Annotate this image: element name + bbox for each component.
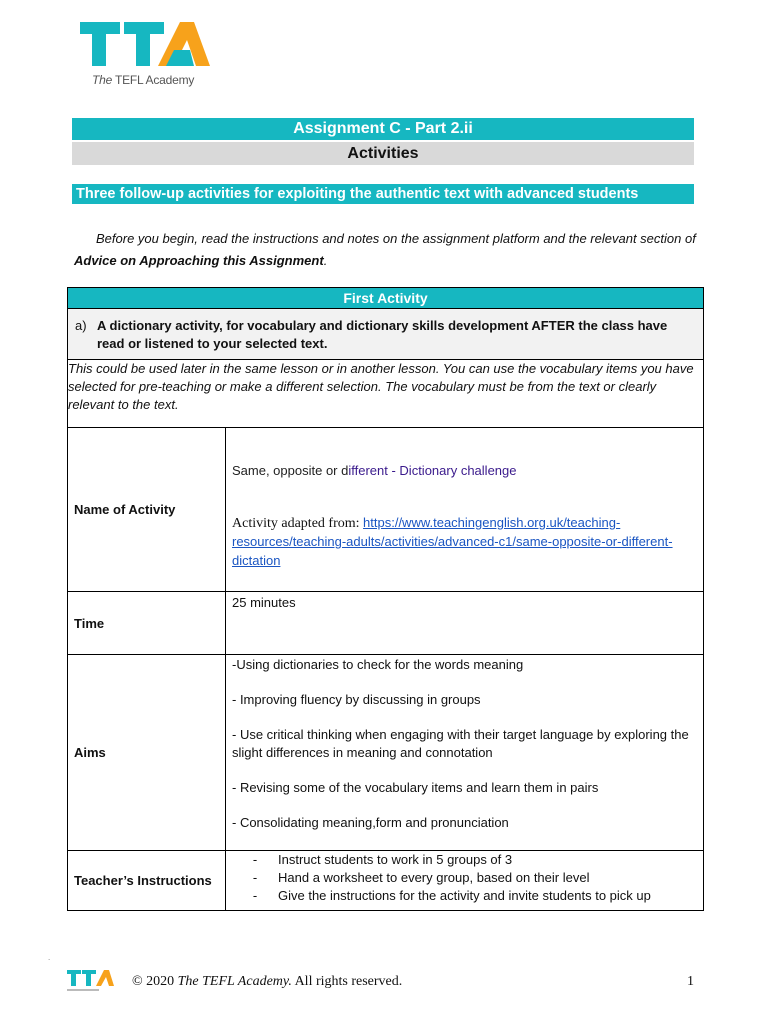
aims-list <box>226 655 704 851</box>
aim-item: -Using dictionaries to check for the words meaning <box>232 657 524 672</box>
activity-title: A dictionary activity, for vocabulary and dictionary skills development AFTER the class have read or listened to your selected text. <box>97 318 668 351</box>
source-link[interactable]: https://www.teachingenglish.org.uk/teaching-resources/teaching-adults/activities/advanced-c1/same-opposite-or-different-dictation <box>232 515 673 568</box>
time-value: 25 minutes <box>226 592 704 655</box>
subtitle-bar: Three follow-up activities for exploiting the authentic text with advanced students <box>72 184 694 204</box>
first-activity-table <box>67 287 704 911</box>
activity-name <box>232 462 697 480</box>
section-title: Activities <box>72 142 694 165</box>
page-number: 1 <box>687 974 694 989</box>
time-label: Time <box>68 592 226 655</box>
instruction-text: Hand a worksheet to every group, based on their level <box>278 870 590 885</box>
instruction-text: Give the instructions for the activity and invite students to pick up <box>278 888 651 903</box>
list-item <box>232 851 697 869</box>
copyright-suffix: All rights reserved. <box>291 974 403 989</box>
activity-title-row <box>68 309 704 360</box>
logo-subtitle <box>92 73 194 87</box>
activity-description: This could be used later in the same lesson or in another lesson. You can use the vocabulary items you have selected for pre-teaching or make a different selection. The vocabulary must be from the text or clearly relevant to the text. <box>68 360 704 428</box>
dash: - <box>252 870 258 885</box>
note-bold-text: Advice on Approaching this Assignment <box>74 253 324 268</box>
note-text-before: Before you begin, read the instructions and notes on the assignment platform and the relevant section of <box>96 231 696 246</box>
page-footer <box>66 968 696 998</box>
copyright-prefix: © 2020 <box>132 974 178 989</box>
logo-sub-rest: TEFL Academy <box>112 73 195 87</box>
list-item <box>232 869 697 887</box>
tta-logo-icon <box>70 16 225 76</box>
list-item <box>232 887 697 905</box>
tefl-academy-logo <box>70 16 225 92</box>
instructions-list <box>232 851 697 905</box>
logo-sub-prefix: The <box>92 73 113 87</box>
table-header: First Activity <box>68 288 704 309</box>
stray-dot: . <box>48 953 51 962</box>
aim-item: - Use critical thinking when engaging with their target language by exploring the slight differences in meaning and connotation <box>232 727 689 760</box>
adapted-prefix: Activity adapted from: <box>232 516 364 531</box>
aim-item: - Improving fluency by discussing in groups <box>232 692 481 707</box>
aim-item: - Consolidating meaning,form and pronunciation <box>232 815 509 830</box>
name-value-cell <box>226 428 704 592</box>
activity-name-part1: Same, opposite or d <box>232 463 349 478</box>
dash: - <box>252 888 258 903</box>
name-label: Name of Activity <box>68 428 226 592</box>
aim-item: - Revising some of the vocabulary items and learn them in pairs <box>232 780 599 795</box>
activity-name-part2: ifferent - Dictionary challenge <box>348 463 517 478</box>
teacher-instructions-label: Teacher’s Instructions <box>68 851 226 911</box>
copyright <box>132 974 402 990</box>
dash: - <box>252 852 258 867</box>
copyright-company: The TEFL Academy. <box>177 974 292 989</box>
note-text-after: . <box>323 253 328 268</box>
adapted-from <box>232 514 697 571</box>
footer-logo-icon <box>66 968 116 996</box>
teacher-instructions-cell <box>226 851 704 911</box>
instruction-text: Instruct students to work in 5 groups of 3 <box>278 852 513 867</box>
instructions-note <box>74 228 704 272</box>
aims-label: Aims <box>68 655 226 851</box>
activity-letter: a) <box>75 318 87 333</box>
assignment-banner: Assignment C - Part 2.ii <box>72 118 694 140</box>
